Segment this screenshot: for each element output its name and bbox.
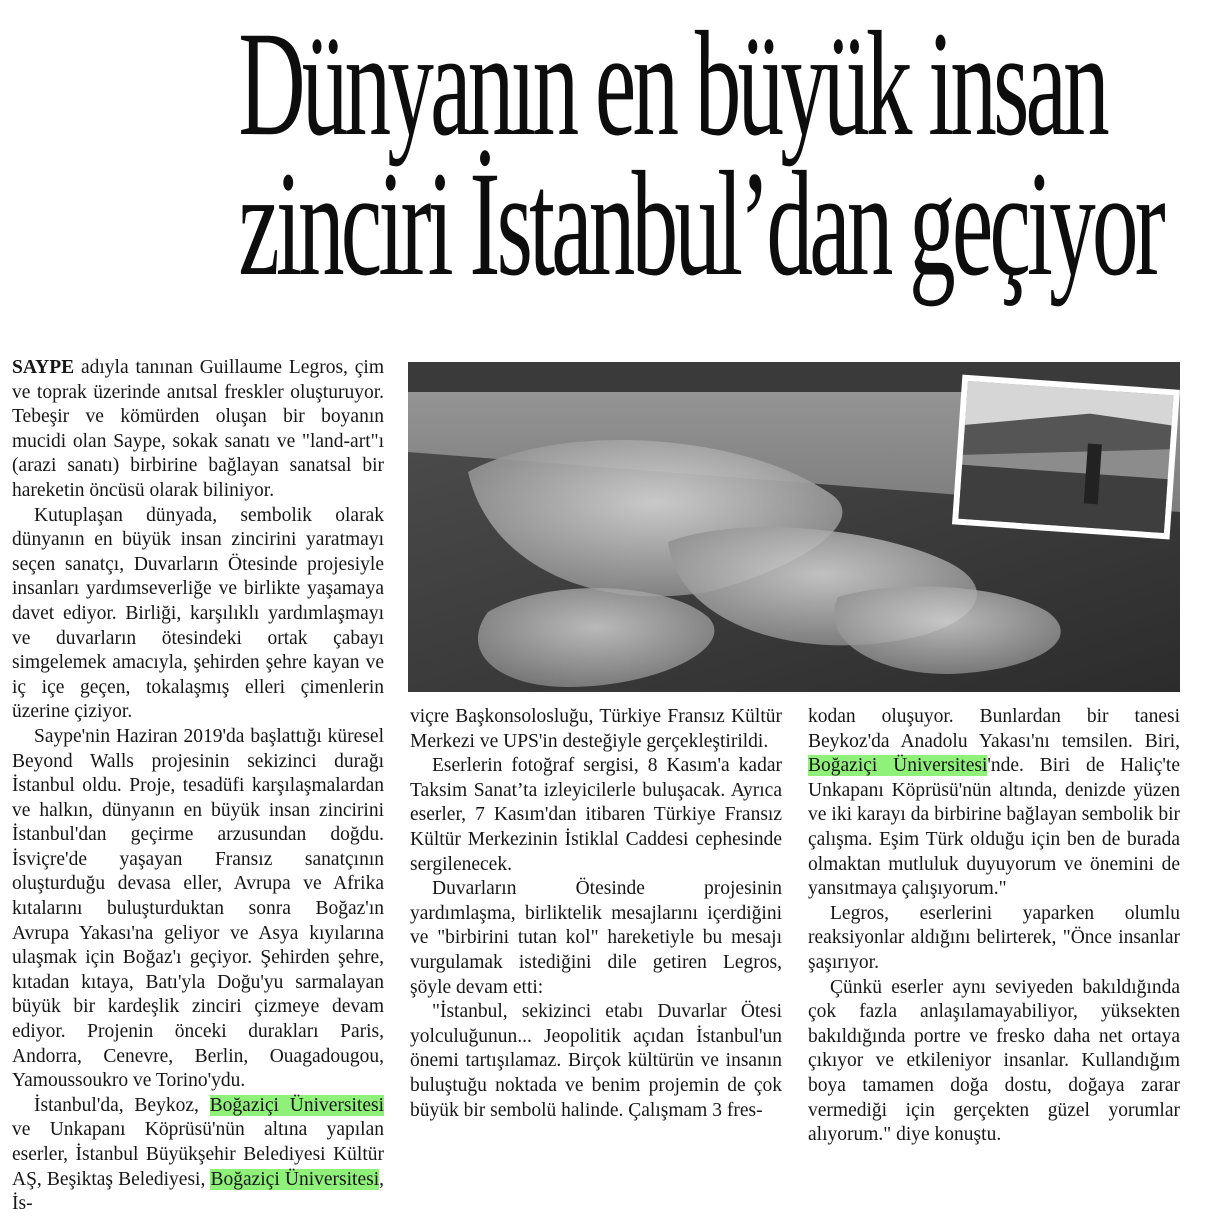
- paragraph-4: [12, 1094, 384, 1217]
- paragraph-7: Duvarların Ötesinde projesinin yardımlaşma, birliktelik mesajlarını içerdiğini ve "birbirini tutan kol" hareketiyle bu mesajı vurgulamak istediğini dile getiren Legros, şöyle devam etti:: [410, 878, 782, 998]
- paragraph-3: Saype'nin Haziran 2019'da başlattığı küresel Beyond Walls projesinin sekizinci durağı İstanbul oldu. Proje, tesadüfi karşılaşmalardan ve halkın, dünyanın en büyük insan zincirini İstanbul'dan geçirme arzusundan doğdu. İsviçre'de yaşayan Fransız sanatçının oluşturduğu devasa eller, Avrupa ve Afrika kıtalarını buluşturduktan sonra Boğaz'ın Avrupa Yakası'na geliyor ve Asya kıyılarına ulaşmak için Boğaz'ı geçiyor. Şehirden şehre, kıtadan kıtaya, Batı'yla Doğu'yu sarmalayan büyük bir kardeşlik zinciri çizmeye devam ediyor. Projenin önceki durakları Paris, Andorra, Cenevre, Berlin, Ouagadougou, Yamoussoukro ve Torino'ydu.: [12, 725, 384, 1092]
- article-column-3: [808, 705, 1180, 1148]
- highlight-keyword: Boğaziçi Üniversitesi: [808, 755, 988, 777]
- paragraph-5: viçre Başkonsolosluğu, Türkiye Fransız Kültür Merkezi ve UPS'in desteğiyle gerçekleştirildi.: [410, 706, 782, 752]
- photo-illustration: [408, 362, 1180, 692]
- paragraph-2: Kutuplaşan dünyada, sembolik olarak dünyanın en büyük insan zincirini yaratmayı seçen sanatçı, Duvarların Ötesinde projesiyle insanları yardımseverliğe ve birlikte yaşamaya davet ediyor. Birliği, karşılıklı yardımlaşmayı ve duvarların ötesindeki ortak çabayı simgelemek amacıyla, şehirden şehre kayan ve iç içe geçen, tokalaşmış elleri çimenlerin üzerine çiziyor.: [12, 504, 384, 723]
- paragraph-8: "İstanbul, sekizinci etabı Duvarlar Ötesi yolculuğunun... Jeopolitik açıdan İstanbul'un önemi tartışılamaz. Birçok kültürün ve insanın buluştuğu noktada ve benim projemin de çok büyük bir sembolü halinde. Çalışmam 3 fres-: [410, 1001, 782, 1121]
- headline-line-1: Dünyanın en büyük insan: [238, 1, 1106, 167]
- paragraph-10: Legros, eserlerini yaparken olumlu reaksiyonlar aldığını belirterek, "Önce insanlar şaşırıyor.: [808, 902, 1180, 973]
- inset-photo: [952, 375, 1180, 540]
- highlight-keyword: Boğaziçi Üniversitesi: [210, 1168, 380, 1190]
- paragraph-6: Eserlerin fotoğraf sergisi, 8 Kasım'a kadar Taksim Sanat’ta izleyicilerle buluşacak. Ayrıca eserler, 7 Kasım'dan itibaren Türkiye Fransız Kültür Merkezinin İstiklal Caddesi cephesinde sergilenecek.: [410, 755, 782, 875]
- paragraph-1: [12, 356, 384, 504]
- paragraph-4-text-a: İstanbul'da, Beykoz,: [34, 1094, 210, 1116]
- article-column-1: [12, 356, 384, 1217]
- headline: [14, 1, 1195, 307]
- paragraph-1-text: adıyla tanınan Guillaume Legros, çim ve toprak üzerinde anıtsal freskler oluşturuyor. Tebeşir ve kömürden oluşan bir boyanın mucidi olan Saype, sokak sanatı ve "land-art"ı (arazi sanatı) birbirine bağlayan sanatsal bir hareketin öncüsü olarak biliniyor.: [12, 357, 384, 501]
- paragraph-9-text-a: kodan oluşuyor. Bunlardan bir tanesi Beykoz'da Anadolu Yakası'nı temsilen. Biri,: [808, 706, 1180, 752]
- paragraph-4-text-c: , İs-: [12, 1168, 384, 1215]
- paragraph-9-text-b: 'nde. Biri de Haliç'te Unkapanı Köprüsü'nün altında, denizde yüzen ve iki karayı da birbirine bağlayan sembolik bir çalışma. Eşim Türk olduğu için ben de burada olmaktan mutluluk duyuyorum ve önemini de yansıtmaya çalışıyorum.": [808, 755, 1180, 900]
- headline-line-2: zinciri İstanbul’dan geçiyor: [238, 141, 1163, 307]
- article-photo: [408, 362, 1180, 692]
- paragraph-11: Çünkü eserler aynı seviyeden bakıldığında çok fazla anlaşılamayabiliyor, yüksekten bakıldığında portre ve fresko daha net ortaya çıkıyor ve etkileniyor insanlar. Kullandığım boya tamamen doğa dostu, doğaya zarar vermediği için gerçekten güzel yorumlar alıyorum." diye konuştu.: [808, 976, 1180, 1146]
- highlight-keyword: Boğaziçi Üniversitesi: [209, 1094, 384, 1116]
- article-column-2: [410, 705, 782, 1123]
- lead-word: SAYPE: [12, 357, 75, 378]
- paragraph-4-text-b: ve Unkapanı Köprüsü'nün altına yapılan eserler, İstanbul Büyükşehir Belediyesi Kültür AŞ, Beşiktaş Belediyesi,: [12, 1119, 384, 1190]
- paragraph-9: [808, 705, 1180, 902]
